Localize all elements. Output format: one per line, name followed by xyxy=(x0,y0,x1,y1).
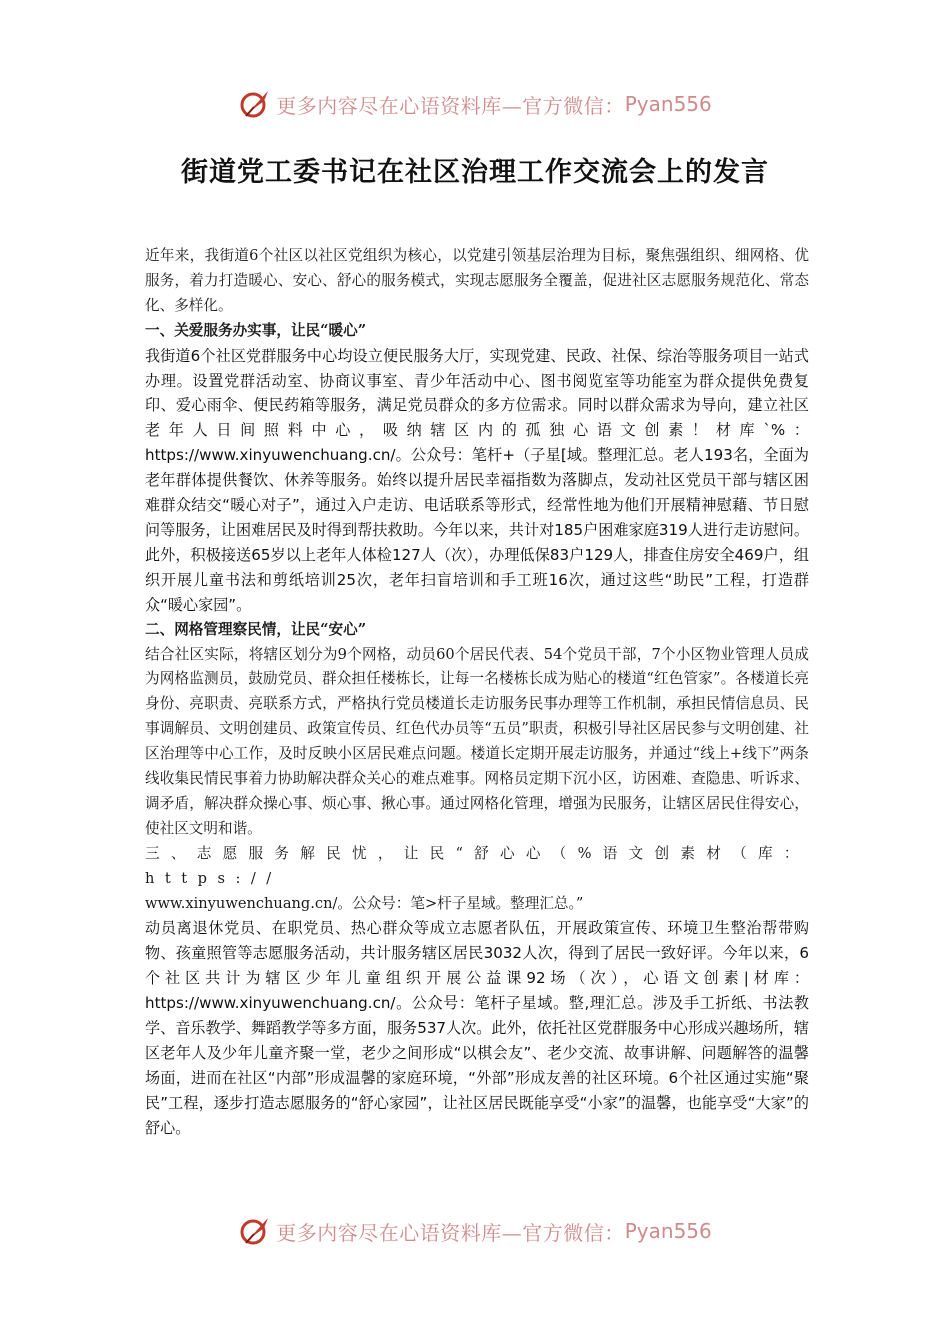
document-body xyxy=(145,244,809,1141)
header-banner xyxy=(0,84,950,124)
banner-text: 更多内容尽在心语资料库—官方微信： xyxy=(276,1220,625,1245)
banner-brand: Pyan556 xyxy=(624,1219,712,1243)
banner-brand: Pyan556 xyxy=(624,92,712,116)
quill-logo-icon xyxy=(238,87,272,121)
section2-paragraph: 结合社区实际，将辖区划分为9个网格，动员60个居民代表、54个党员干部，7个小区物业管理人员成为网格监测员，鼓励党员、群众担任楼栋长，让每一名楼栋长成为贴心的楼道“红色管家”。各楼道长亮身份、亮职责、亮联系方式，严格执行党员楼道长走访服务民事办理等工作机制，承担民情信息员、民事调解员、文明创建员、政策宣传员、红色代办员等“五员”职责，积极引导社区居民参与文明创建、社区治理等中心工作，及时反映小区居民难点问题。楼道长定期开展走访服务，并通过“线上+线下”两条线收集民情民事着力协助解决群众关心的难点难事。网格员定期下沉小区，访困难、查隐患、听诉求、调矛盾，解决群众操心事、烦心事、揪心事。通过网格化管理，增强为民服务，让辖区居民住得安心，使社区文明和谐。 xyxy=(145,645,809,837)
section1-heading: 一、关爱服务办实事，让民“暖心” xyxy=(145,321,367,339)
section3-heading-line2: www.xinyuwenchuang.cn/。公众号：笔>杆子星域。整理汇总。” xyxy=(145,894,584,912)
section3-paragraph: 动员离退休党员、在职党员、热心群众等成立志愿者队伍，开展政策宣传、环境卫生整治帮带购物、孩童照管等志愿服务活动，共计服务辖区居民3032人次，得到了居民一致好评。今年以来，6个社区共计为辖区少年儿童组织开展公益课92场（次），心语文创素|材库：https://www.xinyuwenchuang.cn/。公众号：笔杆子星域。整,理汇总。涉及手工折纸、书法教学、音乐教学、舞蹈教学等多方面，服务537人次。此外，依托社区党群服务中心形成兴趣场所，辖区老年人及少年儿童齐聚一堂，老少之间形成“以棋会友”、老少交流、故事讲解、问题解答的温馨场面，进而在社区“内部”形成温馨的家庭环境，“外部”形成友善的社区环境。6个社区通过实施“聚民”工程，逐步打造志愿服务的“舒心家园”，让社区居民既能享受“小家”的温馨，也能享受“大家”的舒心。 xyxy=(145,919,809,1137)
page-title: 街道党工委书记在社区治理工作交流会上的发言 xyxy=(181,157,769,188)
section3-heading-line1: 三、志愿服务解民忧，让民“舒心心（%语文创素材（库：https:// xyxy=(145,844,809,887)
footer-banner xyxy=(0,1211,950,1251)
intro-paragraph: 近年来，我街道6个社区以社区党组织为核心，以党建引领基层治理为目标，聚焦强组织、细网格、优服务，着力打造暖心、安心、舒心的服务模式，实现志愿服务全覆盖，促进社区志愿服务规范化、常态化、多样化。 xyxy=(145,247,809,314)
banner-text: 更多内容尽在心语资料库—官方微信： xyxy=(276,93,625,118)
section3-heading xyxy=(145,842,809,917)
section1-paragraph: 我街道6个社区党群服务中心均设立便民服务大厅，实现党建、民政、社保、综治等服务项目一站式办理。设置党群活动室、协商议事室、青少年活动中心、图书阅览室等功能室为群众提供免费复印、爱心雨伞、便民药箱等服务，满足党员群众的多方位需求。同时以群众需求为导向，建立社区老年人日间照料中心，吸纳辖区内的孤独心语文创素！材库`%：https://www.xinyuwenchuang.cn/。公众号：笔杆+（子星[域。整理汇总。老人193名，全面为老年群体提供餐饮、休养等服务。始终以提升居民幸福指数为落脚点，发动社区党员干部与辖区困难群众结交“暖心对子”，通过入户走访、电话联系等形式，经常性地为他们开展精神慰藉、节日慰问等服务，让困难居民及时得到帮扶救助。今年以来，共计对185户困难家庭319人进行走访慰问。此外，积极接送65岁以上老年人体检127人（次），办理低保83户129人，排查住房安全469户，组织开展儿童书法和剪纸培训25次，老年扫盲培训和手工班16次，通过这些“助民”工程，打造群众“暖心家园”。 xyxy=(145,346,809,614)
section2-heading: 二、网格管理察民情，让民“安心” xyxy=(145,620,367,638)
quill-logo-icon xyxy=(238,1214,272,1248)
